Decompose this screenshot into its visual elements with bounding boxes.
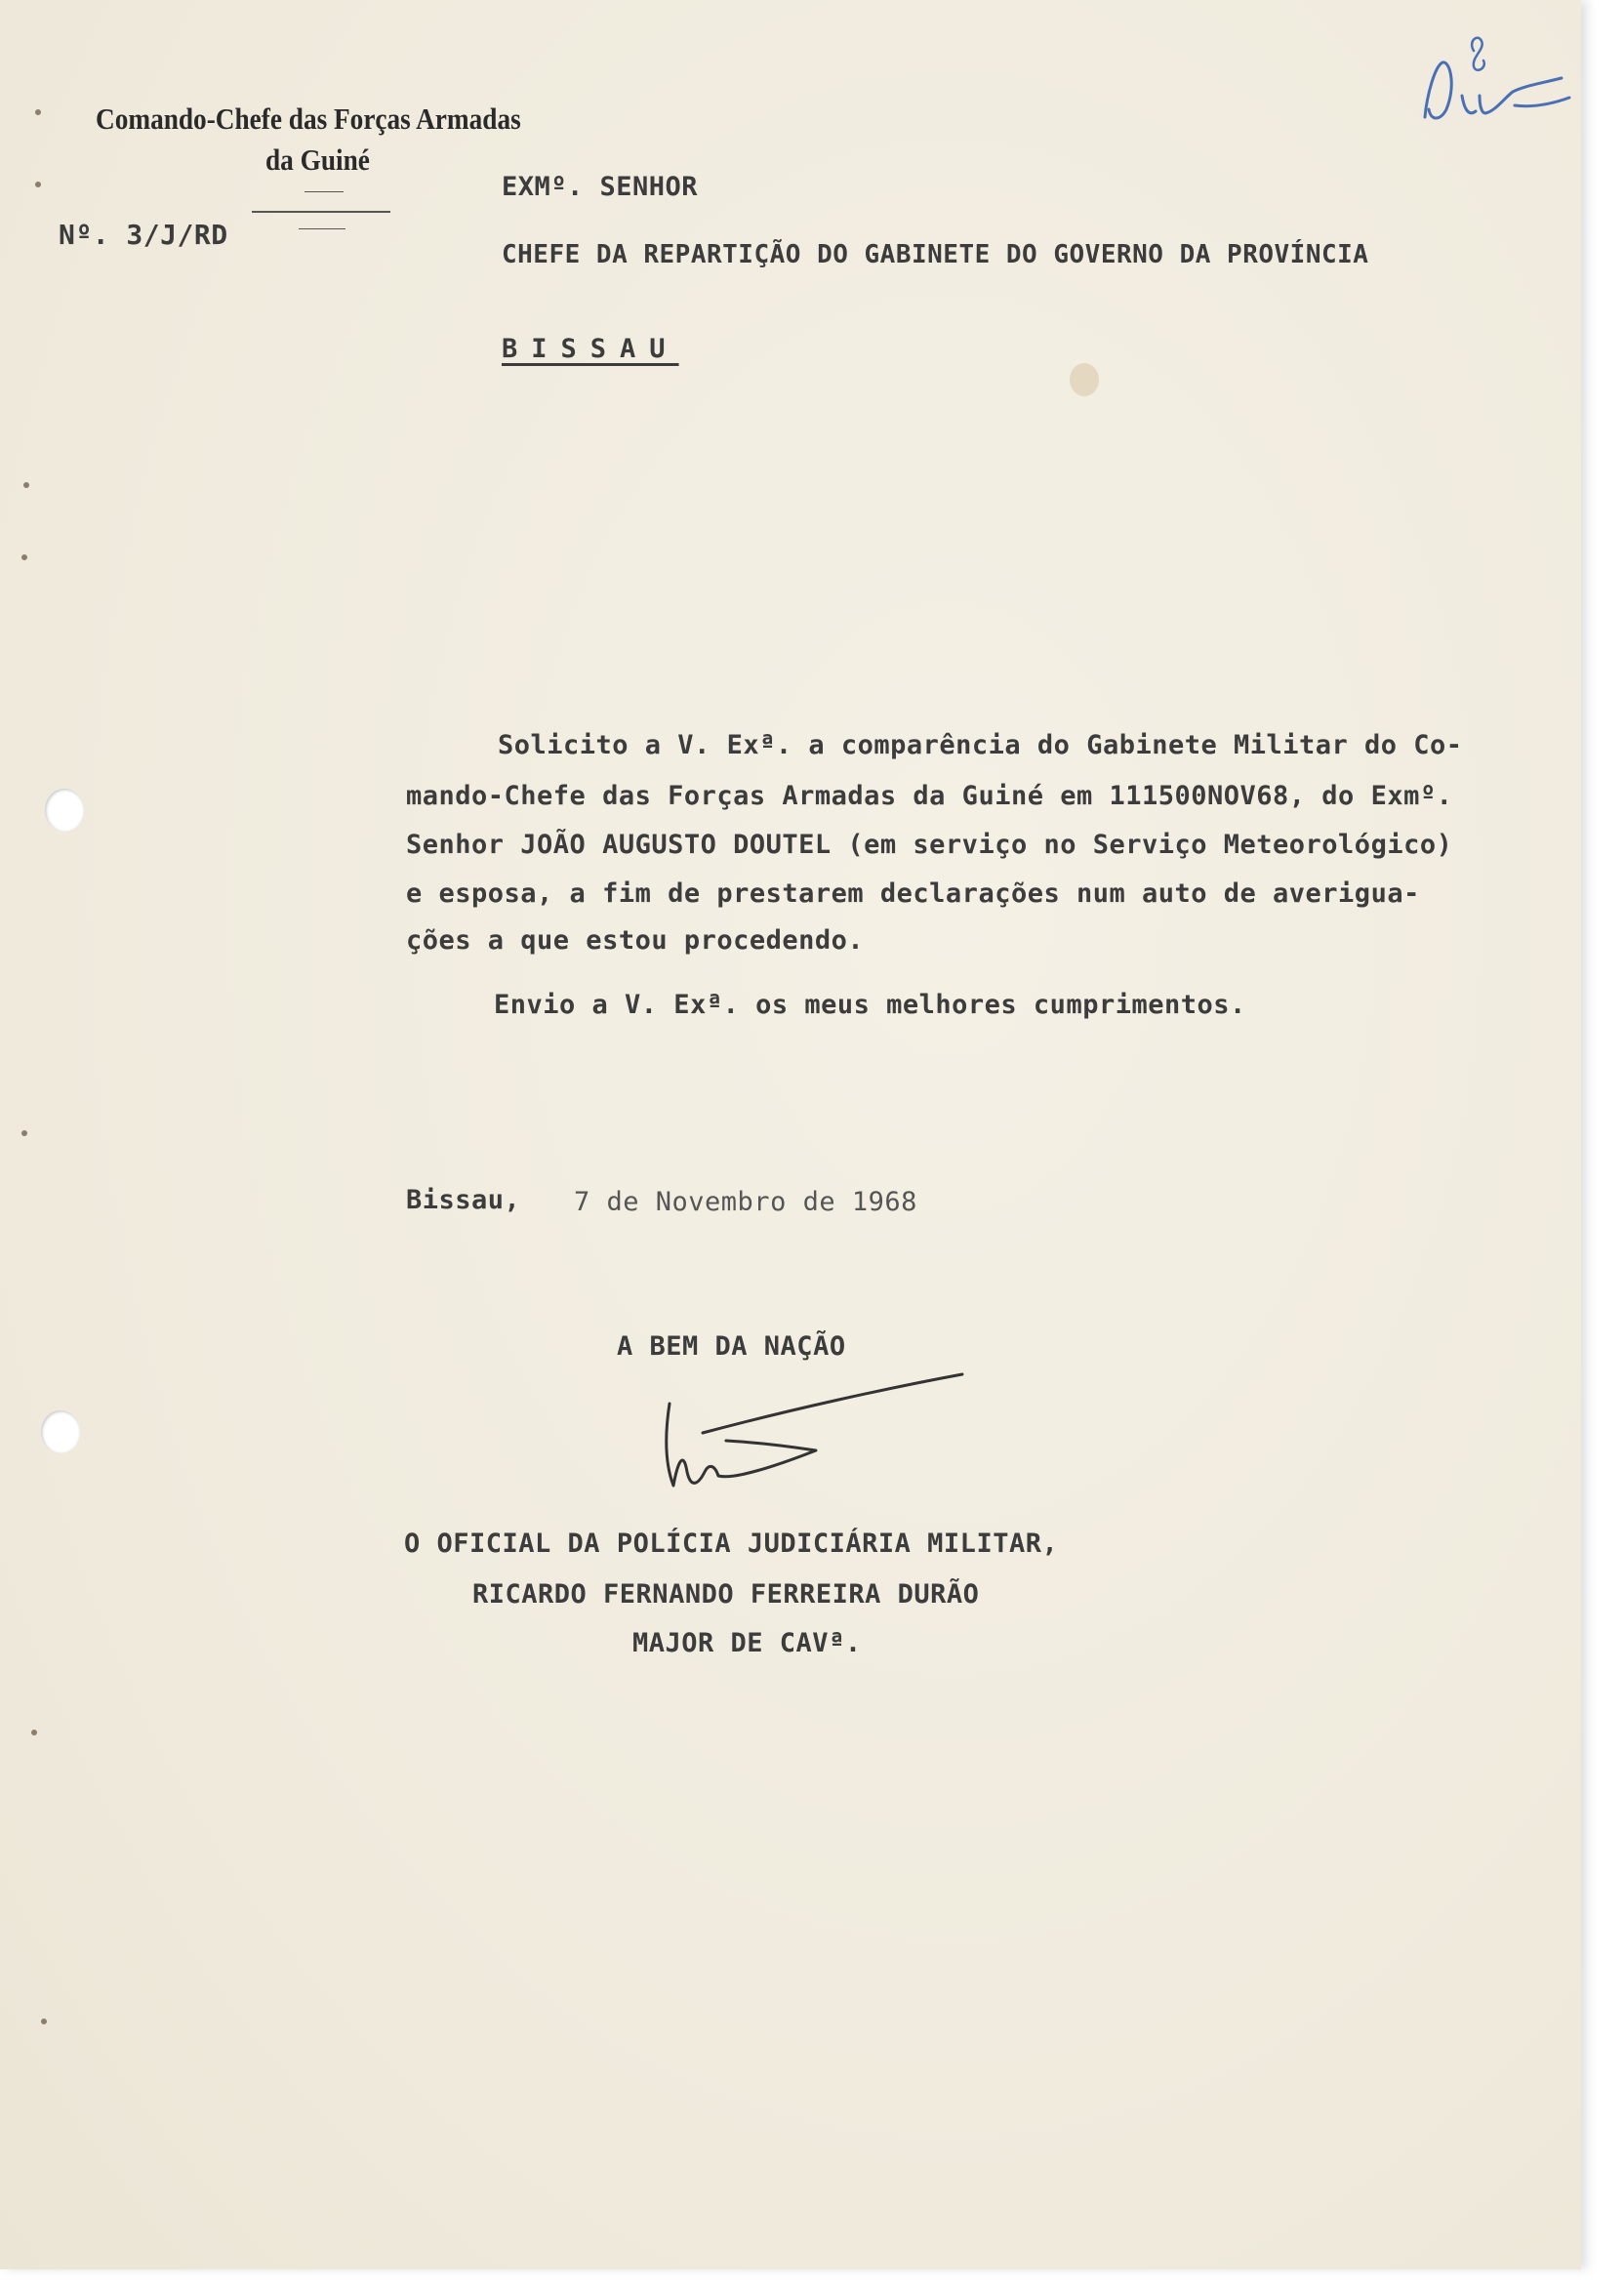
margin-speck <box>41 2019 47 2024</box>
addressee-salutation: EXMº. SENHOR <box>502 172 699 202</box>
handwritten-signature <box>644 1370 976 1497</box>
margin-speck <box>31 1730 37 1735</box>
letterhead-divider <box>304 191 344 192</box>
addressee-city: BISSAU <box>502 334 679 364</box>
handwritten-annotation <box>1417 27 1583 135</box>
body-line-3: Senhor JOÃO AUGUSTO DOUTEL (em serviço no Serviço Meteorológico) <box>406 830 1453 860</box>
margin-speck <box>35 109 41 115</box>
date-value: 7 de Novembro de 1968 <box>574 1187 917 1217</box>
body-line-1: Solicito a V. Exª. a comparência do Gabinete Militar do Co- <box>498 730 1463 760</box>
body-closing: Envio a V. Exª. os meus melhores cumprimentos. <box>494 990 1246 1020</box>
body-line-4: e esposa, a fim de prestarem declarações num auto de averigua- <box>406 878 1420 909</box>
letterhead-line-1: Comando-Chefe das Forças Armadas <box>96 102 521 136</box>
punch-hole-top <box>45 789 84 832</box>
margin-speck <box>23 482 29 488</box>
margin-speck <box>35 182 41 187</box>
body-line-2: mando-Chefe das Forças Armadas da Guiné em 111500NOV68, do Exmº. <box>406 781 1453 811</box>
letterhead-line-2: da Guiné <box>265 143 370 177</box>
reference-number: Nº. 3/J/RD <box>59 219 228 251</box>
addressee-title: CHEFE DA REPARTIÇÃO DO GABINETE DO GOVERNO DA PROVÍNCIA <box>502 240 1369 269</box>
punch-hole-bottom <box>41 1410 80 1453</box>
closing-motto: A BEM DA NAÇÃO <box>617 1331 846 1362</box>
letterhead-divider <box>299 228 345 229</box>
letterhead-rule <box>252 211 390 213</box>
paper-stain <box>1070 363 1099 396</box>
signatory-name: RICARDO FERNANDO FERREIRA DURÃO <box>472 1579 980 1610</box>
signatory-rank: MAJOR DE CAVª. <box>632 1628 862 1658</box>
margin-speck <box>21 1130 27 1136</box>
margin-speck <box>21 554 27 560</box>
date-place: Bissau, <box>406 1185 521 1215</box>
body-line-5: ções a que estou procedendo. <box>406 925 865 956</box>
signatory-role: O OFICIAL DA POLÍCIA JUDICIÁRIA MILITAR, <box>404 1529 1059 1559</box>
